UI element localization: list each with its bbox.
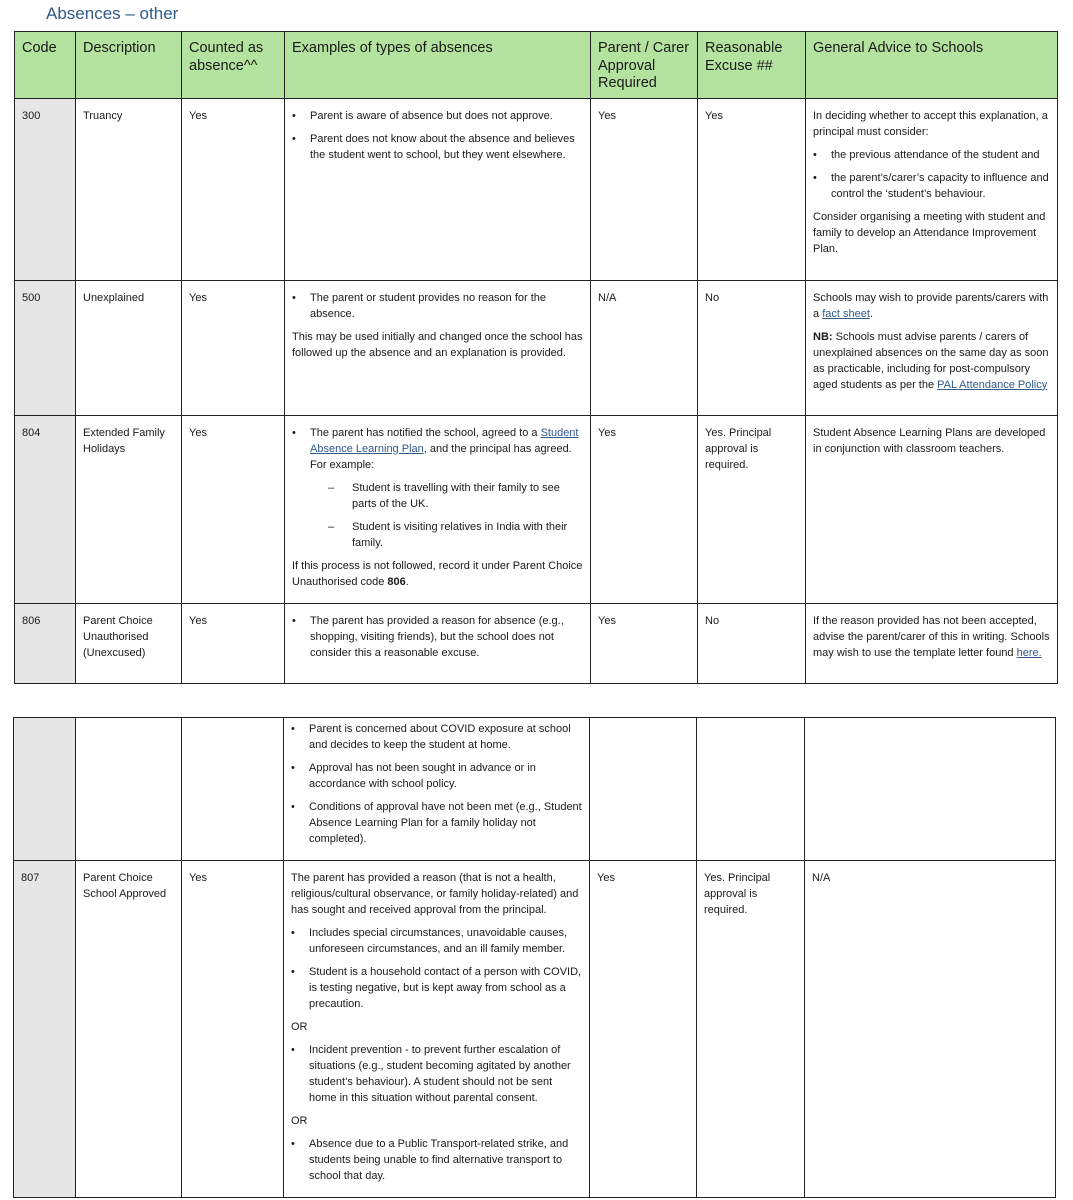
sub-example-item: – Student is visiting relatives in India with their family. [352,519,583,551]
nb-text [813,329,1050,393]
advice-cell [806,98,1058,280]
example-post: , and the principal has agreed. For example: [310,442,572,471]
counted-cell: Yes [182,603,285,683]
description-cell: Extended Family Holidays [76,415,182,603]
note-code: 806 [387,575,406,588]
absence-table-continued [13,717,1056,1198]
page-heading: Absences – other [46,4,179,23]
student-absence-learning-plan-link[interactable]: Student Absence Learning Plan [310,426,579,455]
example-item: • Parent is concerned about COVID exposure at school and decides to keep the student at home. [309,721,582,753]
absence-table-top [14,31,1058,684]
example-item: • Approval has not been sought in advance or in accordance with school policy. [309,760,582,792]
approval-cell: Yes [591,603,698,683]
advice-text [813,290,1050,322]
excuse-cell [697,718,805,861]
example-item: • Absence due to a Public Transport-related strike, and students being unable to find alternative transport to school that day. [309,1136,582,1184]
table-row [14,718,1056,861]
code-cell: 804 [15,415,76,603]
excuse-cell: No [698,603,806,683]
approval-cell: N/A [591,280,698,415]
advice-cell [806,603,1058,683]
examples-cell [285,603,591,683]
example-pre: The parent has notified the school, agreed to a [310,426,538,439]
advice-pre: If the reason provided has not been accepted, advise the parent/carer of this in writing. Schools may wish to use the template letter found [813,614,1050,659]
approval-cell: Yes [591,98,698,280]
approval-cell [590,718,697,861]
nb-label: NB: [813,330,833,343]
counted-cell: Yes [182,861,284,1198]
counted-cell: Yes [182,280,285,415]
examples-note [292,558,583,590]
example-item: • Student is a household contact of a person with COVID, is testing negative, but is kept away from school as a precaution. [309,964,582,1012]
pal-attendance-policy-link[interactable]: PAL Attendance Policy [937,378,1048,391]
example-item: • Incident prevention - to prevent further escalation of situations (e.g., student becoming agitated by another student’s behaviour). A student should not be sent home in this situation without parental consent. [309,1042,582,1106]
fact-sheet-link[interactable]: fact sheet [822,307,870,320]
note-pre: If this process is not followed, record it under Parent Choice Unauthorised code [292,559,583,588]
excuse-cell: Yes [698,98,806,280]
description-cell: Parent Choice School Approved [76,861,182,1198]
or-separator: OR [291,1021,308,1033]
template-letter-link[interactable]: here. [1016,646,1042,659]
description-cell: Unexplained [76,280,182,415]
note-post: . [405,575,409,588]
header-code: Code [15,32,76,99]
description-cell: Truancy [76,98,182,280]
examples-cell [284,861,590,1198]
counted-cell: Yes [182,98,285,280]
table-row [14,861,1056,1198]
code-cell: 300 [15,98,76,280]
code-cell: 500 [15,280,76,415]
header-counted: Counted as absence^^ [182,32,285,99]
advice-outro: Consider organising a meeting with student and family to develop an Attendance Improvement Plan. [813,210,1046,255]
header-description: Description [76,32,182,99]
examples-cell [285,98,591,280]
header-row [15,32,1058,99]
code-cell: 806 [15,603,76,683]
counted-cell [182,718,284,861]
excuse-cell: No [698,280,806,415]
example-item: • Parent does not know about the absence and believes the student went to school, but they went elsewhere. [310,131,583,163]
counted-cell: Yes [182,415,285,603]
code-cell [14,718,76,861]
advice-point: • the previous attendance of the student and [831,147,1050,163]
approval-cell: Yes [591,415,698,603]
excuse-cell: Yes. Principal approval is required. [697,861,805,1198]
code-cell: 807 [14,861,76,1198]
advice-cell: N/A [805,861,1056,1198]
advice-intro: In deciding whether to accept this explanation, a principal must consider: [813,109,1048,138]
example-item: • Includes special circumstances, unavoidable causes, unforeseen circumstances, and an ill family member. [309,925,582,957]
header-approval: Parent / Carer Approval Required [591,32,698,99]
examples-cell [285,280,591,415]
advice-post: . [869,307,873,320]
example-item: • Conditions of approval have not been met (e.g., Student Absence Learning Plan for a family holiday not completed). [309,799,582,847]
table-row [15,415,1058,603]
advice-cell: Student Absence Learning Plans are developed in conjunction with classroom teachers. [806,415,1058,603]
example-item: • The parent or student provides no reason for the absence. [310,290,583,322]
examples-cell [285,415,591,603]
examples-note: This may be used initially and changed once the school has followed up the absence and an explanation is provided. [292,330,583,359]
nb-body: Schools must advise parents / carers of unexplained absences on the same day as soon as practicable, including for post-compulsory aged students as per the [813,330,1049,391]
header-advice: General Advice to Schools [806,32,1058,99]
table-row [15,98,1058,280]
examples-cell [284,718,590,861]
header-excuse: Reasonable Excuse ## [698,32,806,99]
description-cell [76,718,182,861]
advice-cell [805,718,1056,861]
sub-example-item: – Student is travelling with their family to see parts of the UK. [352,480,583,512]
or-separator: OR [291,1115,308,1127]
example-item: • The parent has provided a reason for absence (e.g., shopping, visiting friends), but the school does not consider this a reasonable excuse. [310,613,583,661]
excuse-cell: Yes. Principal approval is required. [698,415,806,603]
examples-intro: The parent has provided a reason (that is not a health, religious/cultural observance, or family holiday-related) and has sought and received approval from the principal. [291,872,579,916]
table-row [15,603,1058,683]
advice-point: • the parent’s/carer’s capacity to influence and control the ‘student’s behaviour. [831,170,1050,202]
description-cell: Parent Choice Unauthorised (Unexcused) [76,603,182,683]
example-item: • Parent is aware of absence but does not approve. [310,108,583,124]
example-item [310,425,583,551]
table-row [15,280,1058,415]
advice-cell [806,280,1058,415]
header-examples: Examples of types of absences [285,32,591,99]
approval-cell: Yes [590,861,697,1198]
advice-pre: Schools may wish to provide parents/carers with a [813,291,1049,320]
